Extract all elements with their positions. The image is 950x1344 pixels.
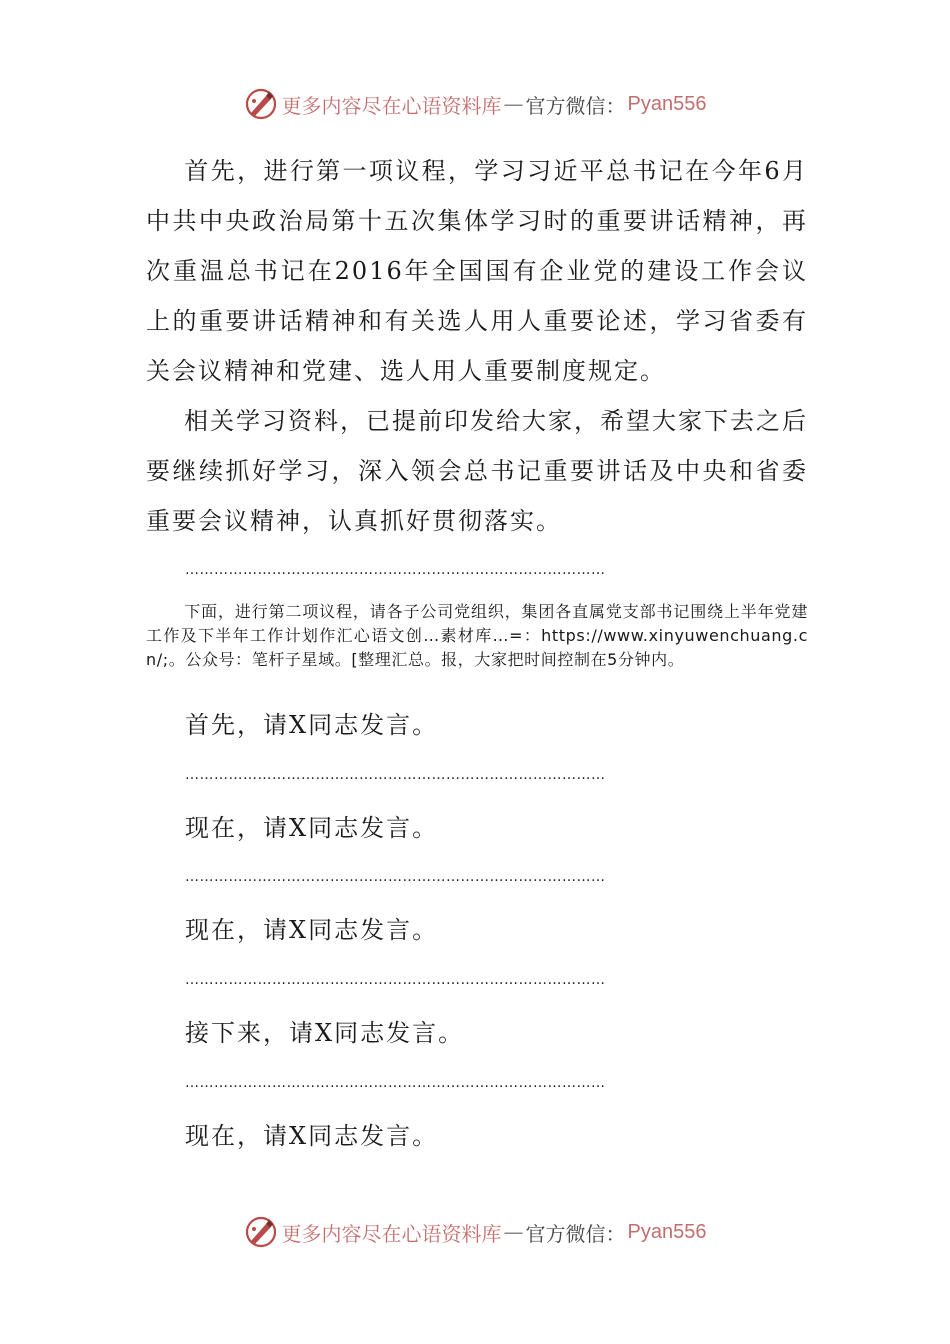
paragraph-agenda-one <box>146 146 808 396</box>
ellipsis-divider: …………………………………………………………………………… <box>185 872 606 882</box>
ellipsis-divider: …………………………………………………………………………… <box>185 565 606 575</box>
banner-wechat-id: Pyan556 <box>627 92 707 115</box>
paragraph-agenda-one-text: 首先，进行第一项议程，学习习近平总书记在今年6月中共中央政治局第十五次集体学习时的重要讲话精神，再次重温总书记在2016年全国国有企业党的建设工作会议上的重要讲话精神和有关选人用人重要论述，学习省委有关会议精神和党建、选人用人重要制度规定。 <box>146 157 808 385</box>
ellipsis-divider: …………………………………………………………………………… <box>185 1078 606 1088</box>
banner-separator: — <box>503 1220 524 1244</box>
header-banner <box>0 84 950 124</box>
ellipsis-divider: …………………………………………………………………………… <box>185 770 606 780</box>
banner-brand-text: 更多内容尽在心语资料库 <box>281 93 502 118</box>
banner-wechat-label: 官方微信： <box>525 1221 626 1246</box>
speaker-line: 现在，请X同志发言。 <box>185 814 439 842</box>
speaker-line: 接下来，请X同志发言。 <box>185 1019 465 1047</box>
speaker-line: 现在，请X同志发言。 <box>185 1122 439 1150</box>
paragraph-study-materials <box>146 396 808 546</box>
ellipsis-divider: …………………………………………………………………………… <box>185 975 606 985</box>
pen-seal-icon <box>244 87 278 121</box>
pen-seal-icon <box>244 1215 278 1249</box>
paragraph-agenda-two-text: 下面，进行第二项议程，请各子公司党组织，集团各直属党支部书记围绕上半年党建工作及下半年工作计划作汇心语文创…素材库…=：https://www.xinyuwenchuang.cn/;。公众号：笔杆子星域。[整理汇总。报，大家把时间控制在5分钟内。 <box>146 602 808 669</box>
speaker-line: 首先，请X同志发言。 <box>185 711 439 739</box>
banner-wechat-id: Pyan556 <box>627 1220 707 1243</box>
paragraph-study-materials-text: 相关学习资料，已提前印发给大家，希望大家下去之后要继续抓好学习，深入领会总书记重要讲话及中央和省委重要会议精神，认真抓好贯彻落实。 <box>146 407 808 535</box>
banner-wechat-label: 官方微信： <box>525 93 626 118</box>
paragraph-agenda-two <box>146 600 808 672</box>
banner-brand-text: 更多内容尽在心语资料库 <box>281 1221 502 1246</box>
speaker-line: 现在，请X同志发言。 <box>185 916 439 944</box>
banner-separator: — <box>503 92 524 116</box>
footer-banner <box>0 1212 950 1252</box>
